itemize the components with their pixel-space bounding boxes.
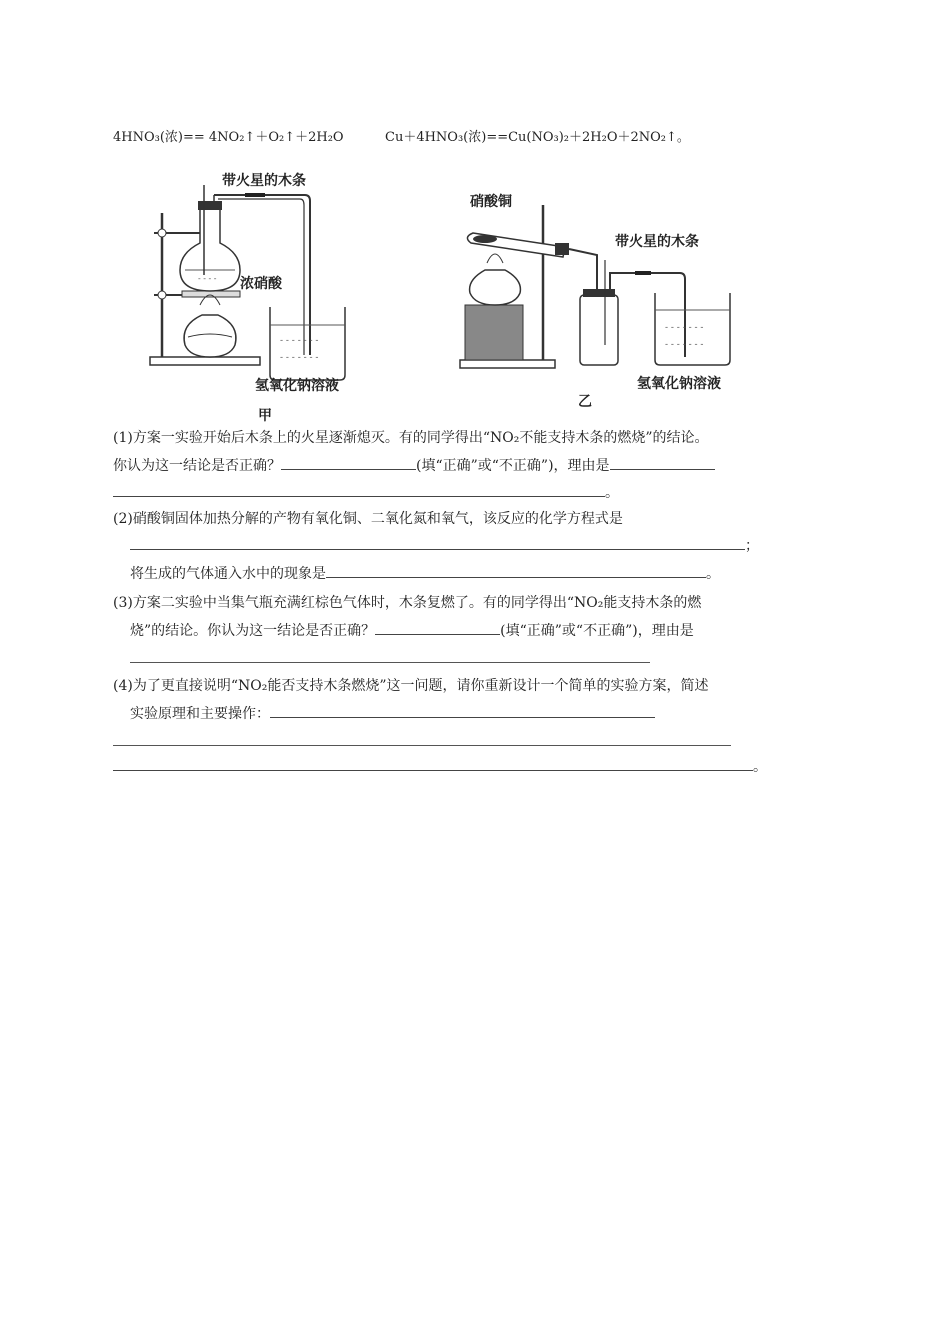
label-glowing-splint: 带火星的木条 <box>222 173 306 189</box>
q4-line2 <box>130 703 655 724</box>
q1-line3 <box>113 482 619 503</box>
svg-text:- - - - - - -: - - - - - - - <box>665 340 704 350</box>
q2-phenomenon-prompt: 将生成的气体通入水中的现象是 <box>130 566 326 582</box>
q1-period: 。 <box>605 485 619 501</box>
caption-yi: 乙 <box>578 394 592 410</box>
q4-period: 。 <box>753 759 767 775</box>
q2-phenomenon-blank[interactable] <box>326 563 706 578</box>
svg-text:- - - - - - -: - - - - - - - <box>665 323 704 333</box>
q2-line1: (2)硝酸铜固体加热分解的产物有氧化铜、二氧化氮和氧气，该反应的化学方程式是 <box>113 511 623 527</box>
q4-answer-blank-2[interactable] <box>113 745 731 746</box>
svg-text:- - - - - - -: - - - - - - - <box>280 353 319 363</box>
q2-period: 。 <box>706 566 720 582</box>
q1-prompt-reason: (填“正确”或“不正确”)，理由是 <box>416 458 610 474</box>
q3-line1: (3)方案二实验中当集气瓶充满红棕色气体时，木条复燃了。有的同学得出“NO₂能支持木条的燃 <box>113 595 702 611</box>
apparatus-figure-yi <box>455 185 755 410</box>
q4-line1: (4)为了更直接说明“NO₂能否支持木条燃烧”这一问题，请你重新设计一个简单的实验方案，简述 <box>113 678 709 694</box>
equation-nitric-acid-decomposition: 4HNO₃(浓)== 4NO₂↑＋O₂↑＋2H₂O <box>113 130 344 145</box>
q1-answer-blank[interactable] <box>281 455 416 470</box>
q1-line1: (1)方案一实验开始后木条上的火星逐渐熄灭。有的同学得出“NO₂不能支持木条的燃烧”的结论。 <box>113 430 709 446</box>
q3-line2 <box>130 620 694 641</box>
q3-prompt-reason: (填“正确”或“不正确”)，理由是 <box>500 623 694 639</box>
q2-equation-blank[interactable] <box>130 535 745 550</box>
q3-answer-blank[interactable] <box>375 620 500 635</box>
q1-prompt: 你认为这一结论是否正确？ <box>113 458 281 474</box>
q3-prompt: 烧”的结论。你认为这一结论是否正确？ <box>130 623 376 639</box>
q1-reason-blank-cont[interactable] <box>113 482 605 497</box>
q4-answer-blank-3[interactable] <box>113 756 753 771</box>
label-glowing-splint-yi: 带火星的木条 <box>615 234 699 250</box>
q4-line4 <box>113 756 767 777</box>
q2-line3 <box>130 563 720 584</box>
apparatus-figure-jia <box>140 165 380 425</box>
q4-prompt: 实验原理和主要操作： <box>130 706 270 722</box>
q1-reason-blank[interactable] <box>610 455 715 470</box>
q1-line2 <box>113 455 715 476</box>
q2-line2 <box>130 535 759 556</box>
svg-text:- - - -: - - - - <box>198 274 217 283</box>
q3-reason-blank[interactable] <box>130 662 650 663</box>
label-sodium-hydroxide-solution-yi: 氢氧化钠溶液 <box>637 376 721 392</box>
label-concentrated-nitric-acid: 浓硝酸 <box>240 276 282 292</box>
caption-jia: 甲 <box>258 408 272 424</box>
equation-copper-nitric-acid: Cu＋4HNO₃(浓)==Cu(NO₃)₂＋2H₂O＋2NO₂↑。 <box>385 130 690 145</box>
q4-answer-blank[interactable] <box>270 703 655 718</box>
label-copper-nitrate: 硝酸铜 <box>470 194 512 210</box>
q2-semicolon: ； <box>745 538 759 554</box>
svg-text:- - - - - - -: - - - - - - - <box>280 336 319 346</box>
label-sodium-hydroxide-solution: 氢氧化钠溶液 <box>255 378 339 394</box>
